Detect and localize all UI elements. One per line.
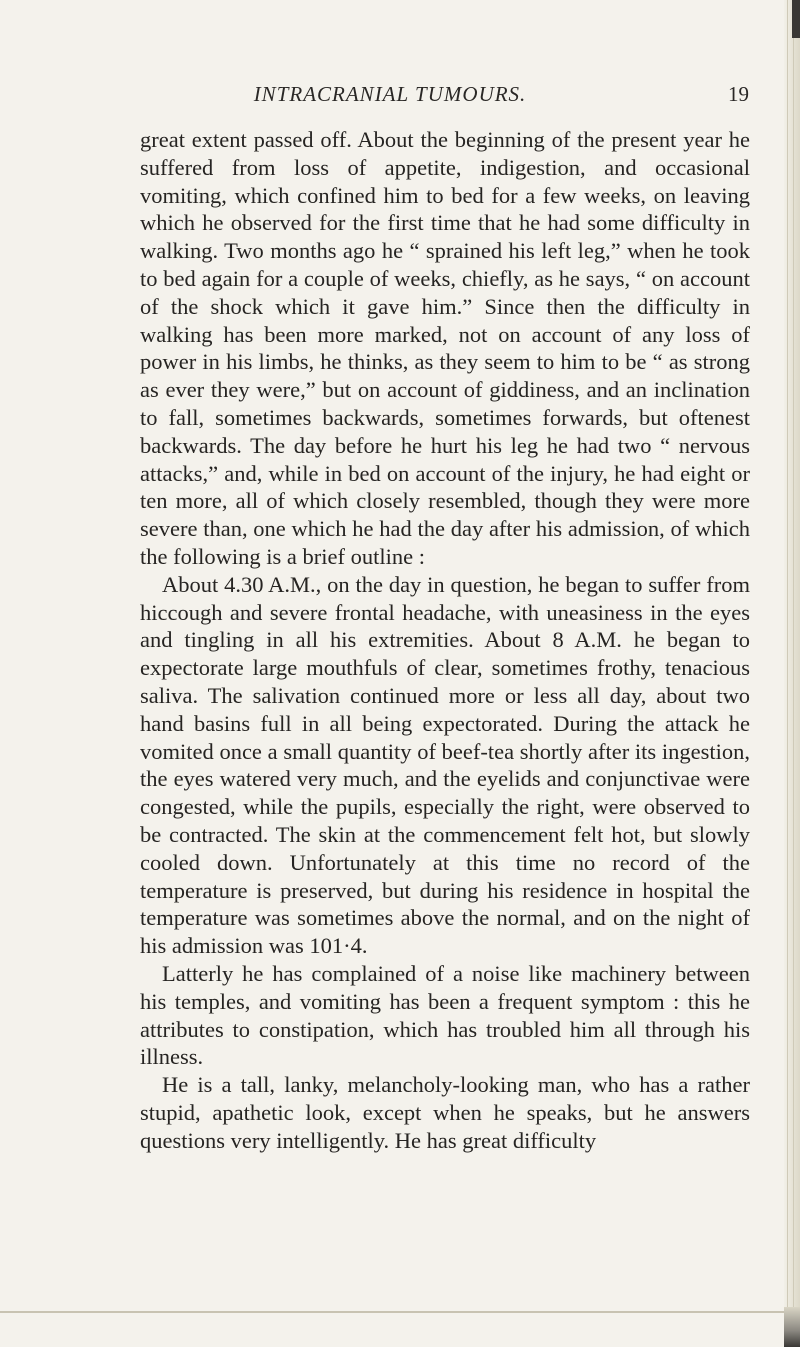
binding-shadow-bottom [784, 1307, 800, 1347]
paragraph-appearance: He is a tall, lanky, melancholy-looking man, who has a rather stupid, apathetic look, except when he speaks, but he answers questions very intelligently. He has great difficulty [140, 1072, 750, 1153]
body-text [140, 126, 750, 1154]
paragraph-latterly: Latterly he has complained of a noise like machinery between his temples, and vomiting has been a frequent symptom : this he attributes to constipation, which has troubled him all through his illness. [140, 960, 750, 1070]
paragraph-continued: great extent passed off. About the beginning of the present year he suffered from loss of appetite, indigestion, and occasional vomiting, which confined him to bed for a few weeks, on leaving which he observed for the first time that he had some difficulty in walking. Two months ago he “ sprained his left leg,” when he took to bed again for a couple of weeks, chiefly, as he says, “ on account of the shock which it gave him.” Since then the difficulty in walking has been more marked, not on account of any loss of power in his limbs, he thinks, as they seem to him to be “ as strong as ever they were,” but on account of giddiness, and an inclination to fall, sometimes backwards, sometimes forwards, but oftenest backwards. The day before he hurt his leg he had two “ nervous attacks,” and, while in bed on account of the injury, he had eight or ten more, all of which closely resembled, though they were more severe than, one which he had the day after his admission, of which the following is a brief outline : [140, 127, 750, 569]
page-number: 19 [728, 82, 749, 106]
paragraph-attack-outline: About 4.30 A.M., on the day in question, he began to suffer from hiccough and severe frontal headache, with uneasiness in the eyes and tingling in all his extremities. About 8 A.M. he began to expectorate large mouthfuls of clear, sometimes frothy, tenacious saliva. The salivation continued more or less all day, about two hand basins full in all being expectorated. During the attack he vomited once a small quantity of beef-tea shortly after its ingestion, the eyes watered very much, and the eyelids and conjunctivae were congested, while the pupils, especially the right, were observed to be contracted. The skin at the commencement felt hot, but slowly cooled down. Unfortunately at this time no record of the temperature is preserved, but during his residence in hospital the temperature was sometimes above the normal, and on the night of his admission was 101·4. [140, 571, 750, 959]
gutter-line [787, 0, 788, 1347]
binding-shadow-top [792, 0, 800, 38]
gutter-line [793, 0, 794, 1347]
binding-gutter [784, 0, 800, 1347]
running-head-title: INTRACRANIAL TUMOURS. [253, 82, 527, 106]
page-bottom-edge [0, 1311, 800, 1313]
